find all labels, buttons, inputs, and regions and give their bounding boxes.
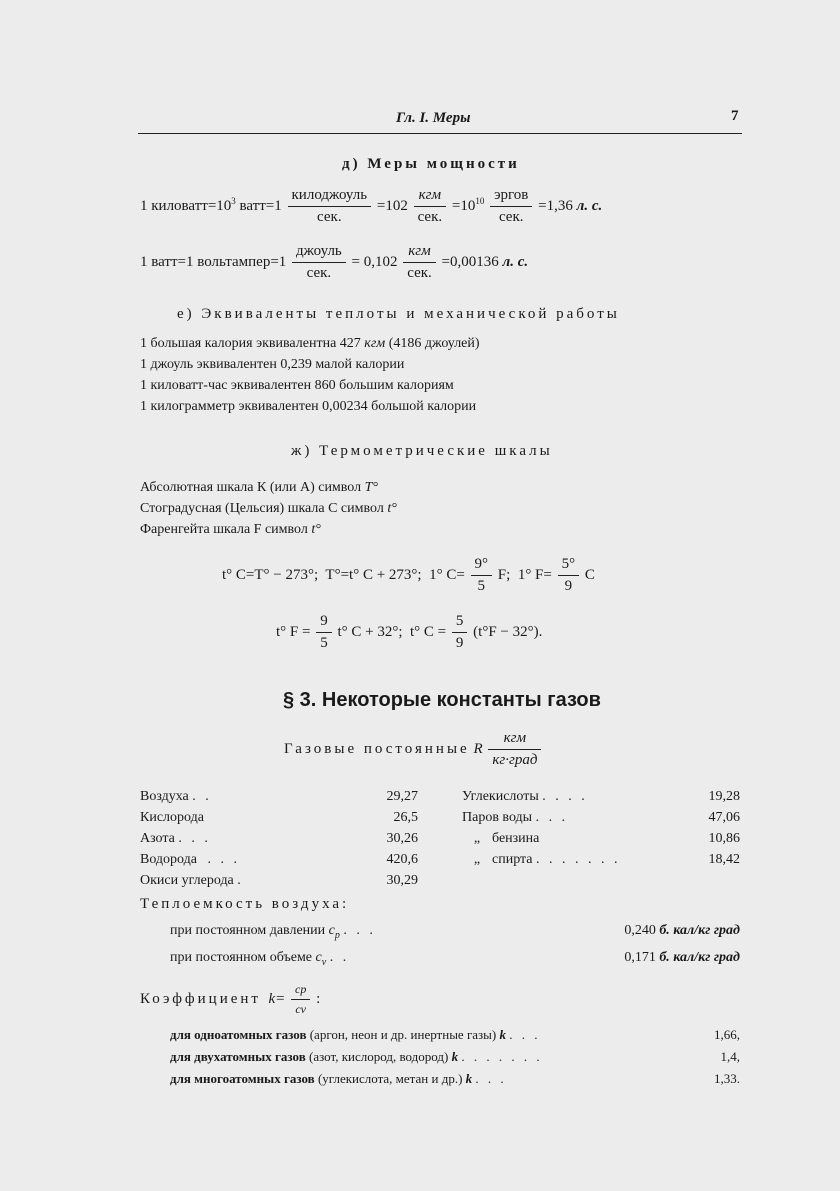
list-item: Стоградусная (Цельсия) шкала С символ t° (140, 501, 397, 516)
heat-capacity-heading: Теплоемкость воздуха: (140, 896, 350, 912)
table-row: „ бензина 10,86 (473, 831, 740, 846)
gas-constants-heading: Газовые постоянные R $\frac{\text{кгм}}{\text{кг·град}}$ (284, 730, 543, 769)
list-item: 1 большая калория эквивалентна 427 кгм (4186 джоулей) (140, 336, 480, 351)
thermometric-scales-list (140, 477, 397, 540)
header-rule (138, 133, 742, 134)
gas-constants-table-left (140, 786, 418, 891)
table-row: при постоянном объеме $c_v$ . . 0,171 б. кал/кг град (170, 949, 740, 968)
table-row: „ спирта . . . . . . . 18,42 (473, 852, 740, 867)
list-item: 1 джоуль эквивалентен 0,239 малой калории (140, 357, 405, 372)
section-zh-heading: ж) Термометрические шкалы (291, 443, 553, 459)
table-row: Кислорода 26,5 (140, 810, 418, 825)
fraction: $\frac{5}{9}$ (452, 613, 468, 652)
list-item: 1 киловатт-час эквивалентен 860 большим калориям (140, 378, 454, 393)
fraction: $\frac{cp}{cv}$ (291, 982, 310, 1017)
section-3-title: § 3. Некоторые константы газов (283, 689, 601, 711)
table-row: для одноатомных газов (аргон, неон и др. инертные газы) k . . . 1,66, (170, 1027, 740, 1042)
page-number: 7 (731, 108, 739, 124)
gas-constants-table-right (462, 786, 740, 870)
fraction: $\frac{\text{джоуль}}{\text{сек.}}$ (292, 243, 346, 282)
fraction: $\frac{\text{кгм}}{\text{сек.}}$ (414, 187, 447, 226)
fraction: $\frac{9^\circ}{5}$ (471, 556, 493, 595)
temperature-formula-2: t° F = $\frac{9}{5}$ t° C + 32°; t° C = $\frac{5}{9}$ (t°F − 32°). (276, 613, 543, 651)
table-row: для многоатомных газов (углекислота, метан и др.) k . . . 1,33. (170, 1071, 740, 1086)
list-item: Абсолютная шкала К (или А) символ T° (140, 480, 378, 495)
table-row: при постоянном давлении $c_p$ . . . 0,240 б. кал/кг град (170, 923, 740, 941)
table-row: Воздуха . . 29,27 (140, 789, 418, 804)
power-equation-1: 1 $киловатт=10^3$ ватт=1 $\frac{\text{килоджоуль}}{\text{сек.}}$ =102 $\frac{\text{кгм}}{\text{сек.}}$ $=10^{10}$ $\frac{\text{эргов}}{\text{сек.}}$ =1,36 л. с. (140, 187, 603, 225)
table-row: для двухатомных газов (азот, кислород, водород) k . . . . . . . 1,4, (170, 1049, 740, 1064)
coefficient-heading: Коэффициент k= $\frac{cp}{cv}$ : (140, 982, 321, 1016)
list-item: Фаренгейта шкала F символ t° (140, 522, 321, 537)
running-header-title: Гл. I. Меры (396, 110, 471, 126)
table-row: Углекислоты . . . . 19,28 (462, 789, 740, 804)
fraction: $\frac{9}{5}$ (316, 613, 332, 652)
power-equation-2: 1 ватт=1 вольтампер=1 $\frac{\text{джоуль}}{\text{сек.}}$ = 0,102 $\frac{\text{кгм}}{\text{сек.}}$ =0,00136 л. с. (140, 243, 529, 281)
fraction: $\frac{\text{эргов}}{\text{сек.}}$ (490, 187, 532, 226)
fraction: $\frac{5^\circ}{9}$ (558, 556, 580, 595)
table-row: Азота . . . 30,26 (140, 831, 418, 846)
table-row: Водорода . . . 420,6 (140, 852, 418, 867)
fraction: $\frac{\text{килоджоуль}}{\text{сек.}}$ (288, 187, 372, 226)
heat-equivalents-list (140, 333, 480, 417)
fraction: $\frac{\text{кгм}}{\text{сек.}}$ (403, 243, 436, 282)
coefficient-rows (170, 1024, 740, 1090)
table-row: Паров воды . . . 47,06 (462, 810, 740, 825)
section-d-heading: д) Меры мощности (342, 156, 520, 172)
heat-capacity-rows (170, 920, 740, 974)
section-e-heading: е) Эквиваленты теплоты и механической работы (177, 306, 620, 322)
temperature-formula-1: t° C=T° − 273°; T°=t° C + 273°; 1° C= $\frac{9^\circ}{5}$ F; 1° F= $\frac{5^\circ}{9}$ C (222, 556, 595, 594)
table-row: Окиси углерода . 30,29 (140, 873, 418, 888)
fraction: $\frac{\text{кгм}}{\text{кг·град}}$ (488, 730, 541, 769)
list-item: 1 килограмметр эквивалентен 0,00234 большой калории (140, 399, 477, 414)
